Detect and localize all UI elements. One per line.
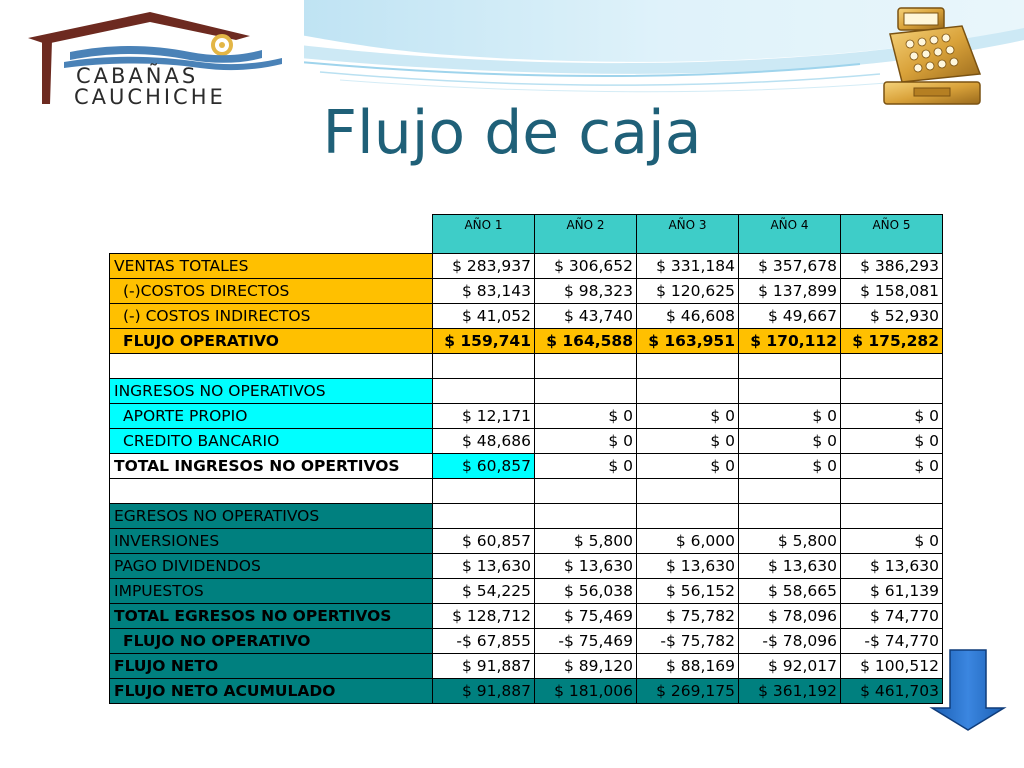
arrow-down-icon	[928, 648, 1008, 732]
cell-value: $ 60,857	[433, 529, 535, 554]
cell-value: $ 175,282	[841, 329, 943, 354]
cell-value: $ 461,703	[841, 679, 943, 704]
blank-row	[110, 354, 943, 379]
empty-cell	[433, 479, 535, 504]
empty-cell	[739, 379, 841, 404]
empty-cell	[739, 504, 841, 529]
table-row	[110, 629, 943, 654]
table-row	[110, 554, 943, 579]
cell-value: $ 331,184	[637, 254, 739, 279]
cell-value: $ 0	[637, 429, 739, 454]
cell-value: $ 283,937	[433, 254, 535, 279]
empty-cell	[841, 354, 943, 379]
cell-value: $ 159,741	[433, 329, 535, 354]
cell-value: $ 137,899	[739, 279, 841, 304]
cell-value: $ 74,770	[841, 604, 943, 629]
cell-value: $ 56,038	[535, 579, 637, 604]
row-label: (-) COSTOS INDIRECTOS	[110, 304, 433, 329]
header-year-5: AÑO 5	[841, 215, 943, 254]
table-row	[110, 429, 943, 454]
cell-value: $ 12,171	[433, 404, 535, 429]
row-label: FLUJO NETO ACUMULADO	[110, 679, 433, 704]
empty-cell	[433, 354, 535, 379]
cell-value: $ 0	[739, 454, 841, 479]
cell-value: $ 41,052	[433, 304, 535, 329]
row-label: EGRESOS NO OPERATIVOS	[110, 504, 433, 529]
cell-value: $ 61,139	[841, 579, 943, 604]
row-label: FLUJO NETO	[110, 654, 433, 679]
cell-value: $ 46,608	[637, 304, 739, 329]
cell-value: $ 306,652	[535, 254, 637, 279]
empty-cell	[110, 479, 433, 504]
cell-value: $ 0	[637, 404, 739, 429]
cell-value: $ 386,293	[841, 254, 943, 279]
cell-value: $ 0	[739, 404, 841, 429]
empty-cell	[841, 379, 943, 404]
cell-value: $ 91,887	[433, 679, 535, 704]
cell-value: $ 13,630	[637, 554, 739, 579]
cell-value: $ 361,192	[739, 679, 841, 704]
table-corner-cell	[110, 215, 433, 254]
cell-value: $ 89,120	[535, 654, 637, 679]
empty-cell	[535, 479, 637, 504]
cell-value: $ 0	[841, 529, 943, 554]
cell-value: $ 164,588	[535, 329, 637, 354]
table-row	[110, 304, 943, 329]
cell-value: $ 43,740	[535, 304, 637, 329]
cell-value: $ 120,625	[637, 279, 739, 304]
cell-value: $ 170,112	[739, 329, 841, 354]
logo-text-line1: CABAÑAS	[76, 64, 199, 88]
cell-value: $ 5,800	[535, 529, 637, 554]
cell-value: $ 0	[535, 429, 637, 454]
logo-text-line2: CAUCHICHE	[74, 85, 226, 109]
cell-value: $ 0	[739, 429, 841, 454]
empty-cell	[535, 504, 637, 529]
empty-cell	[637, 379, 739, 404]
cell-value: $ 100,512	[841, 654, 943, 679]
empty-cell	[637, 354, 739, 379]
cell-value: $ 6,000	[637, 529, 739, 554]
cell-value: $ 128,712	[433, 604, 535, 629]
cell-value: $ 13,630	[535, 554, 637, 579]
cell-value: $ 269,175	[637, 679, 739, 704]
table-header-row	[110, 215, 943, 254]
table-row	[110, 654, 943, 679]
table-row	[110, 579, 943, 604]
cash-register-icon	[880, 4, 988, 108]
header-year-3: AÑO 3	[637, 215, 739, 254]
cell-value: $ 52,930	[841, 304, 943, 329]
row-label: CREDITO BANCARIO	[110, 429, 433, 454]
header-year-1: AÑO 1	[433, 215, 535, 254]
table-row	[110, 254, 943, 279]
empty-cell	[739, 479, 841, 504]
table-row	[110, 529, 943, 554]
empty-cell	[841, 479, 943, 504]
cell-value: -$ 78,096	[739, 629, 841, 654]
cell-value: $ 83,143	[433, 279, 535, 304]
row-label: FLUJO NO OPERATIVO	[110, 629, 433, 654]
cell-value: $ 92,017	[739, 654, 841, 679]
row-label: INVERSIONES	[110, 529, 433, 554]
cell-value: $ 75,469	[535, 604, 637, 629]
cell-value: $ 98,323	[535, 279, 637, 304]
cell-value: $ 0	[841, 429, 943, 454]
table-row	[110, 504, 943, 529]
cell-value: $ 0	[637, 454, 739, 479]
cell-value: $ 48,686	[433, 429, 535, 454]
cell-value: $ 0	[535, 404, 637, 429]
page-title: Flujo de caja	[322, 98, 702, 168]
cell-value: $ 58,665	[739, 579, 841, 604]
table-row	[110, 379, 943, 404]
empty-cell	[637, 504, 739, 529]
cell-value: $ 88,169	[637, 654, 739, 679]
cell-value: $ 163,951	[637, 329, 739, 354]
empty-cell	[433, 504, 535, 529]
cell-value: $ 78,096	[739, 604, 841, 629]
row-label: PAGO DIVIDENDOS	[110, 554, 433, 579]
empty-cell	[433, 379, 535, 404]
row-label: APORTE PROPIO	[110, 404, 433, 429]
empty-cell	[637, 479, 739, 504]
row-label: VENTAS TOTALES	[110, 254, 433, 279]
empty-cell	[110, 354, 433, 379]
table-row	[110, 279, 943, 304]
table-row	[110, 454, 943, 479]
cell-value: $ 13,630	[433, 554, 535, 579]
empty-cell	[841, 504, 943, 529]
cell-value: $ 158,081	[841, 279, 943, 304]
cell-value: $ 13,630	[739, 554, 841, 579]
row-label: INGRESOS NO OPERATIVOS	[110, 379, 433, 404]
cell-value: -$ 74,770	[841, 629, 943, 654]
cell-value: $ 0	[535, 454, 637, 479]
cell-value: $ 181,006	[535, 679, 637, 704]
empty-cell	[739, 354, 841, 379]
cell-value: -$ 75,469	[535, 629, 637, 654]
cell-value: $ 0	[841, 454, 943, 479]
cell-value: $ 13,630	[841, 554, 943, 579]
cell-value: $ 54,225	[433, 579, 535, 604]
row-label: TOTAL INGRESOS NO OPERTIVOS	[110, 454, 433, 479]
table-row	[110, 329, 943, 354]
header-year-2: AÑO 2	[535, 215, 637, 254]
blank-row	[110, 479, 943, 504]
row-label: TOTAL EGRESOS NO OPERTIVOS	[110, 604, 433, 629]
table-row	[110, 404, 943, 429]
cell-value: $ 357,678	[739, 254, 841, 279]
empty-cell	[535, 354, 637, 379]
cell-value: $ 5,800	[739, 529, 841, 554]
cell-value: -$ 67,855	[433, 629, 535, 654]
cell-value: $ 91,887	[433, 654, 535, 679]
cell-value: $ 75,782	[637, 604, 739, 629]
table-row	[110, 679, 943, 704]
cell-value: $ 49,667	[739, 304, 841, 329]
empty-cell	[535, 379, 637, 404]
cell-value: $ 0	[841, 404, 943, 429]
header-year-4: AÑO 4	[739, 215, 841, 254]
cell-value: $ 56,152	[637, 579, 739, 604]
cash-flow-table	[109, 214, 943, 704]
row-label: FLUJO OPERATIVO	[110, 329, 433, 354]
row-label: IMPUESTOS	[110, 579, 433, 604]
cell-value: -$ 75,782	[637, 629, 739, 654]
cell-value: $ 60,857	[433, 454, 535, 479]
table-row	[110, 604, 943, 629]
row-label: (-)COSTOS DIRECTOS	[110, 279, 433, 304]
